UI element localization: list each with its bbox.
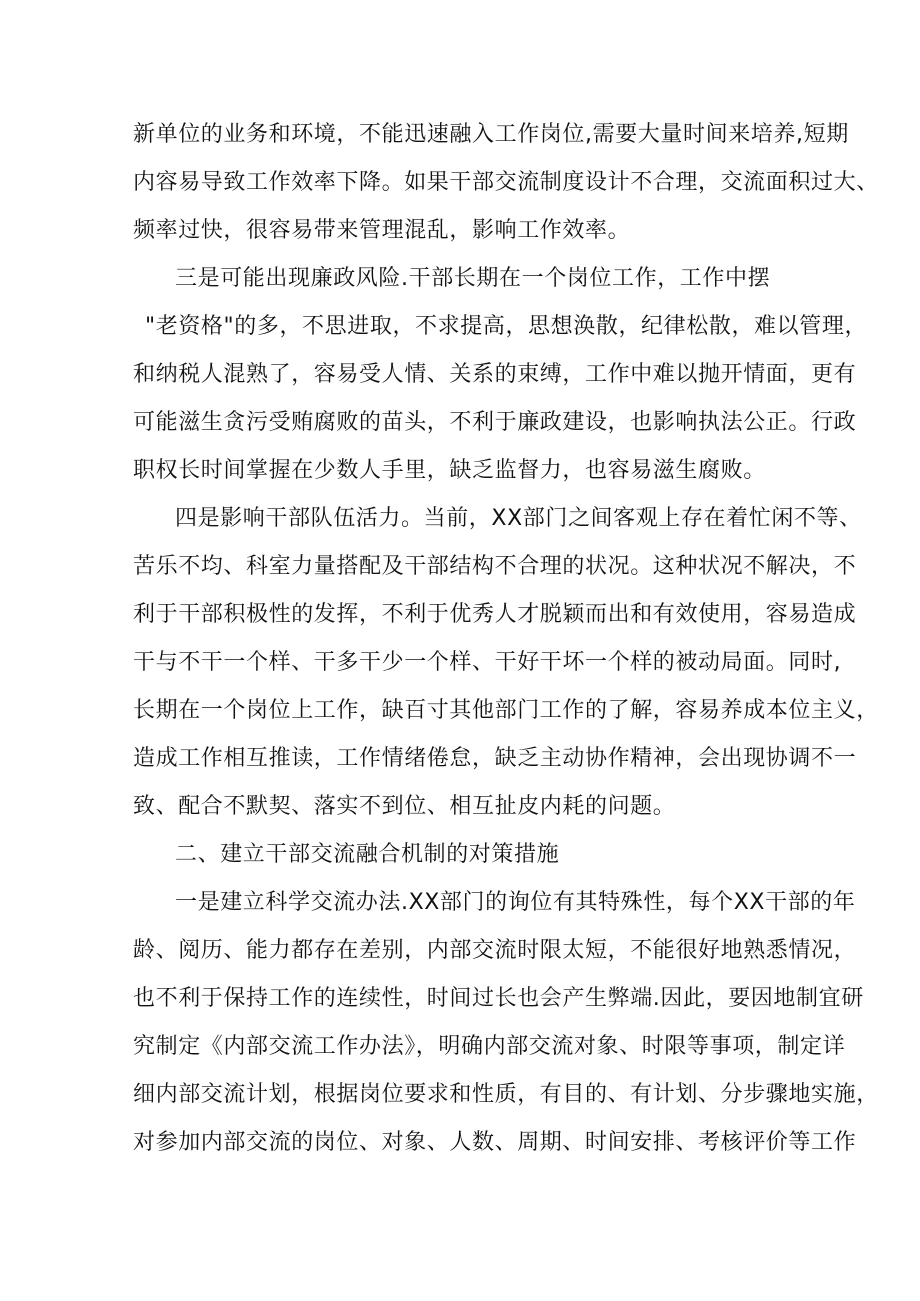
paragraph-first-line: 三是可能出现廉政风险.干部长期在一个岗位工作，工作中摆 xyxy=(175,266,771,291)
text-line: 新单位的业务和环境，不能迅速融入工作岗位,需要大量时间来培养,短期 xyxy=(133,122,849,147)
text-line: 细内部交流计划，根据岗位要求和性质，有目的、有计划、分步骤地实施， xyxy=(133,1082,879,1107)
text-line: 致、配合不默契、落实不到位、相互扯皮内耗的问题。 xyxy=(133,794,676,819)
text-line: 也不利于保持工作的连续性，时间过长也会产生弊端.因此，要因地制宜研 xyxy=(133,986,864,1011)
paragraph-first-line: 四是影响干部队伍活力。当前，XX部门之间客观上存在着忙闲不等、 xyxy=(175,506,862,531)
text-line: 长期在一个岗位上工作，缺百寸其他部门工作的了解，容易养成本位主义， xyxy=(133,698,879,723)
text-line: 可能滋生贪污受贿腐败的苗头，不利于廉政建设，也影响执法公正。行政 xyxy=(133,410,857,435)
text-line: 和纳税人混熟了，容易受人情、关系的束缚，工作中难以抛开情面，更有 xyxy=(133,362,857,387)
text-line: 职权长时间掌握在少数人手里，缺乏监督力，也容易滋生腐败。 xyxy=(133,458,766,483)
text-line: 内容易导致工作效率下降。如果干部交流制度设计不合理，交流面积过大、 xyxy=(133,170,879,195)
text-line: 苦乐不均、科室力量搭配及干部结构不合理的状况。这种状况不解决，不 xyxy=(133,554,857,579)
text-line: 对参加内部交流的岗位、对象、人数、周期、时间安排、考核评价等工作 xyxy=(133,1130,857,1155)
text-line: 利于干部积极性的发挥，不利于优秀人才脱颖而出和有效使用，容易造成 xyxy=(133,602,857,627)
text-line: 干与不干一个样、干多干少一个样、干好干坏一个样的被动局面。同时, xyxy=(133,650,842,675)
text-line: "老资格"的多，不思进取，不求提高，思想涣散，纪律松散，难以管理， xyxy=(145,314,868,339)
text-line: 究制定《内部交流工作办法》，明确内部交流对象、时限等事项，制定详 xyxy=(133,1034,846,1059)
text-line: 造成工作相互推读，工作情绪倦怠，缺乏主动协作精神，会出现协调不一 xyxy=(133,746,857,771)
paragraph-first-line: 一是建立科学交流办法.XX部门的询位有其特殊性，每个XX干部的年 xyxy=(175,890,856,915)
text-line: 频率过快，很容易带来管理混乱，影响工作效率。 xyxy=(133,218,631,243)
text-line: 龄、阅历、能力都存在差别，内部交流时限太短，不能很好地熟悉情况， xyxy=(133,938,857,963)
section-heading: 二、建立干部交流融合机制的对策措施 xyxy=(175,842,560,867)
